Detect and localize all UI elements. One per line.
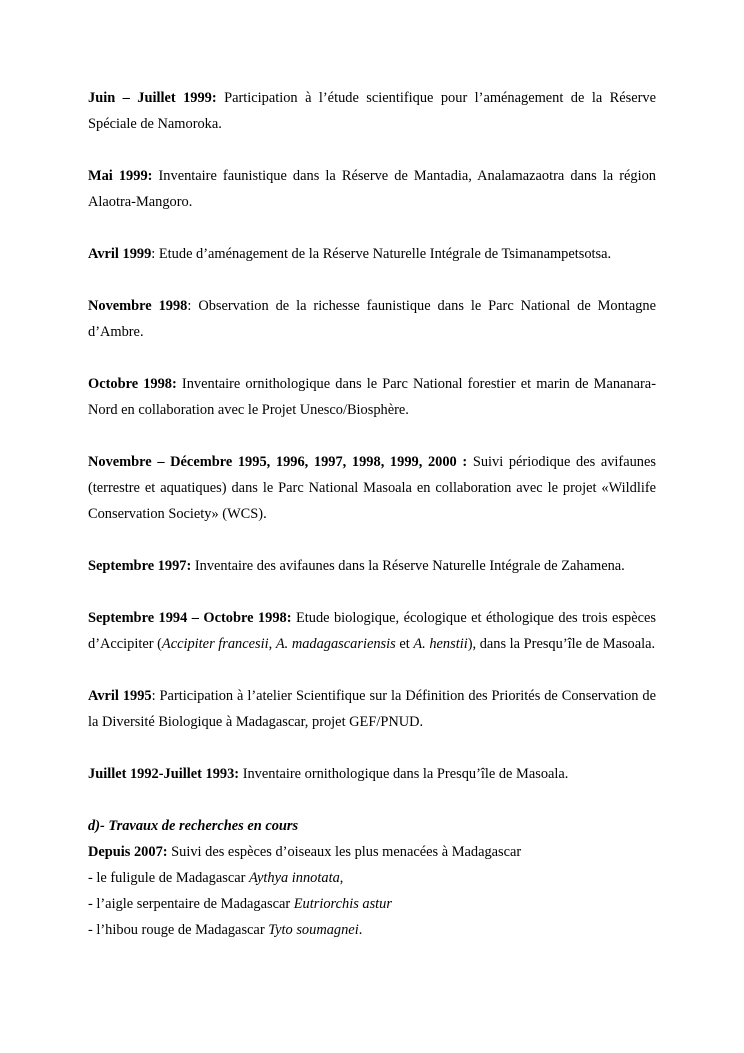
entry-text: : Participation à l’atelier Scientifique sur la Définition des Priorités de Conservation de la Diversité Biologique à Madagascar, projet GEF/PNUD.	[88, 688, 656, 730]
entry-date: Juillet 1992-Juillet 1993:	[88, 766, 240, 782]
entry-date: Avril 1999	[88, 246, 152, 262]
entry-text: ), dans la Presqu’île de Masoala.	[467, 636, 656, 652]
entry-zahamena	[88, 553, 656, 579]
entry-text: Suivi des espèces d’oiseaux les plus menacées à Madagascar	[167, 844, 522, 860]
species-name: Tyto soumagnei	[268, 922, 359, 938]
species-name: A. henstii	[413, 636, 468, 652]
species-name: Accipiter francesii	[161, 636, 269, 652]
entry-date: Depuis 2007:	[88, 844, 168, 860]
entry-date: Avril 1995	[88, 688, 152, 704]
entry-text: Participation à l’étude scientifique pour l’aménagement de la Réserve Spéciale de Namoroka.	[88, 90, 656, 132]
list-item	[88, 917, 656, 943]
separator: et	[395, 636, 414, 652]
entry-date: Mai 1999:	[88, 168, 153, 184]
entry-text: Inventaire ornithologique dans la Presqu’île de Masoala.	[239, 766, 569, 782]
separator: ,	[268, 636, 276, 652]
entry-text: Etude biologique, écologique et éthologique des trois espèces d’Accipiter (	[88, 610, 656, 652]
entry-mantadia	[88, 163, 656, 215]
since-line	[88, 839, 656, 865]
item-prefix: - l’aigle serpentaire de Madagascar	[88, 896, 294, 912]
list-item	[88, 865, 656, 891]
species-name: A. madagascariensis	[275, 636, 396, 652]
entry-date: Octobre 1998:	[88, 376, 177, 392]
list-item	[88, 891, 656, 917]
species-name: Aythya innotata	[249, 870, 340, 886]
entry-date: Novembre 1998	[88, 298, 188, 314]
entry-mananara	[88, 371, 656, 423]
entry-masoala-wcs	[88, 449, 656, 527]
entry-masoala-ornitho	[88, 761, 656, 787]
entry-text: : Observation de la richesse faunistique dans le Parc National de Montagne d’Ambre.	[88, 298, 656, 340]
item-prefix: - le fuligule de Madagascar	[88, 870, 250, 886]
entry-text: Suivi périodique des avifaunes (terrestre et aquatiques) dans le Parc National Masoala en collaboration avec le projet «Wildlife Conservation Society» (WCS).	[88, 454, 656, 522]
document-page	[88, 85, 656, 943]
entry-gef-pnud	[88, 683, 656, 735]
entry-text: Inventaire faunistique dans la Réserve de Mantadia, Analamazaotra dans la région Alaotra-Mangoro.	[88, 168, 656, 210]
entry-text: : Etude d’aménagement de la Réserve Naturelle Intégrale de Tsimanampetsotsa.	[151, 246, 612, 262]
entry-date: Septembre 1997:	[88, 558, 192, 574]
item-suffix: .	[358, 922, 363, 938]
entry-accipiter	[88, 605, 656, 657]
entry-namoroka	[88, 85, 656, 137]
species-name: Eutriorchis astur	[293, 896, 392, 912]
entry-date: Septembre 1994 – Octobre 1998:	[88, 610, 292, 626]
entry-text: Inventaire des avifaunes dans la Réserve Naturelle Intégrale de Zahamena.	[191, 558, 625, 574]
entry-tsimanampetsotsa	[88, 241, 656, 267]
item-prefix: - l’hibou rouge de Madagascar	[88, 922, 269, 938]
entry-text: Inventaire ornithologique dans le Parc National forestier et marin de Mananara-Nord en collaboration avec le Projet Unesco/Biosphère.	[88, 376, 656, 418]
item-suffix: ,	[339, 870, 344, 886]
entry-date: Novembre – Décembre 1995, 1996, 1997, 1998, 1999, 2000 :	[88, 454, 468, 470]
entry-date: Juin – Juillet 1999:	[88, 90, 217, 106]
entry-montagne-ambre	[88, 293, 656, 345]
section-title: d)- Travaux de recherches en cours	[88, 818, 299, 834]
